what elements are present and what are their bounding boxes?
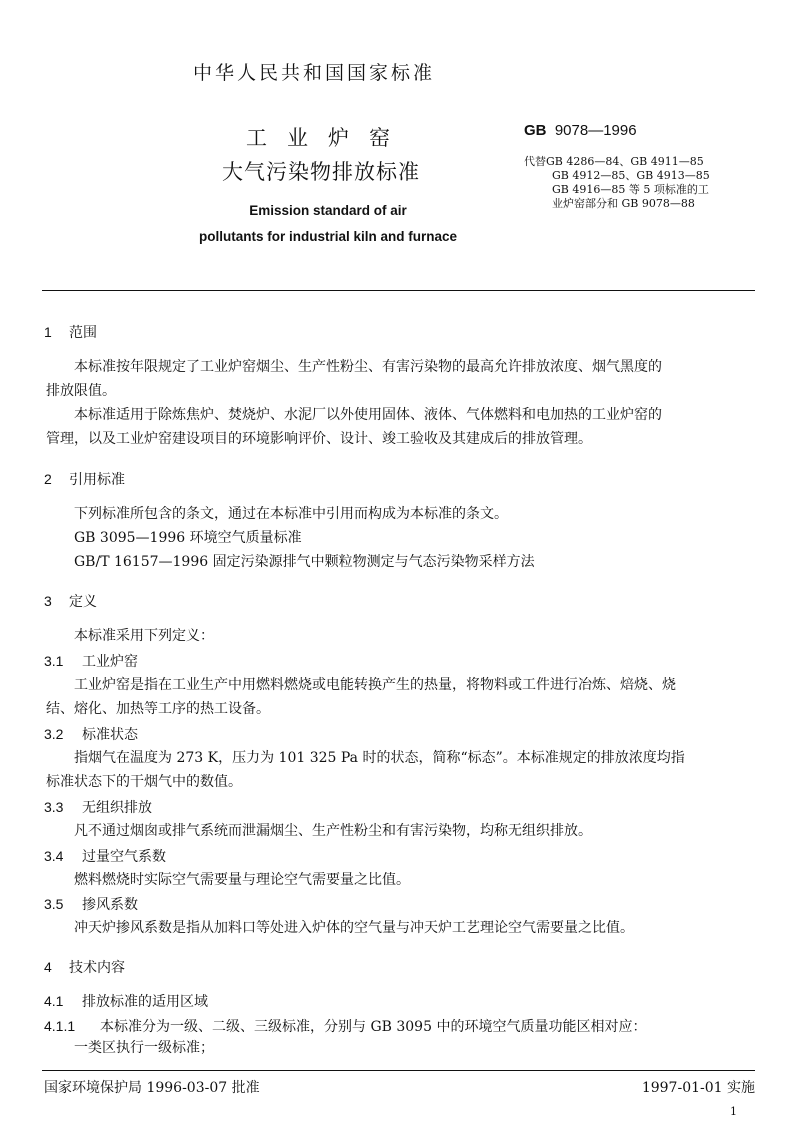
paragraph: 管理，以及工业炉窑建设项目的环境影响评价、设计、竣工验收及其建成后的排放管理。 <box>46 431 592 447</box>
section-title: 技术内容 <box>69 960 125 976</box>
section-4-heading <box>44 957 125 977</box>
paragraph: 下列标准所包含的条文，通过在本标准中引用而构成为本标准的条文。 <box>74 506 508 522</box>
english-title-line-1: Emission standard of air <box>249 203 407 218</box>
clause-number: 3.4 <box>44 848 64 864</box>
paragraph: 标准状态下的干烟气中的数值。 <box>46 774 242 790</box>
clause-title: 标准状态 <box>82 727 138 743</box>
section-number: 3 <box>44 593 52 609</box>
paragraph: 本标准按年限规定了工业炉窑烟尘、生产性粉尘、有害污染物的最高允许排放浓度、烟气黑度的 <box>74 359 662 375</box>
paragraph: 本标准适用于除炼焦炉、焚烧炉、水泥厂以外使用固体、液体、气体燃料和电加热的工业炉窑的 <box>74 407 662 423</box>
definition-heading <box>44 724 138 744</box>
section-number: 1 <box>44 324 52 340</box>
section-number: 4 <box>44 959 52 975</box>
standard-prefix: GB <box>524 122 547 139</box>
reference-standard: GB 3095—1996 环境空气质量标准 <box>74 530 302 546</box>
section-title: 引用标准 <box>69 472 125 488</box>
paragraph: 凡不通过烟囱或排气系统而泄漏烟尘、生产性粉尘和有害污染物，均称无组织排放。 <box>74 823 592 839</box>
clause-number: 3.2 <box>44 726 64 742</box>
page-number: 1 <box>730 1105 737 1118</box>
replaces-line-2: GB 4912—85、GB 4913—85 <box>552 169 710 182</box>
title-line-1: 工业炉窑 <box>246 126 410 150</box>
paragraph: 排放限值。 <box>46 383 116 399</box>
clause-number: 4.1 <box>44 993 64 1009</box>
paragraph: 本标准采用下列定义： <box>74 628 214 644</box>
clause-title: 掺风系数 <box>82 897 138 913</box>
definition-heading <box>44 797 152 817</box>
footer-divider <box>42 1070 755 1071</box>
replaces-line-4: 业炉窑部分和 GB 9078—88 <box>552 197 695 210</box>
clause-number: 3.3 <box>44 799 64 815</box>
title-line-2: 大气污染物排放标准 <box>222 160 420 184</box>
header-divider <box>42 290 755 291</box>
definition-heading <box>44 651 138 671</box>
clause-title: 过量空气系数 <box>82 849 166 865</box>
paragraph: 一类区执行一级标准； <box>74 1040 214 1056</box>
standard-number <box>524 122 637 139</box>
definition-heading <box>44 894 138 914</box>
paragraph: 燃料燃烧时实际空气需要量与理论空气需要量之比值。 <box>74 872 410 888</box>
replaces-line-3: GB 4916—85 等 5 项标准的工 <box>552 183 709 196</box>
clause-number: 3.1 <box>44 653 64 669</box>
section-2-heading <box>44 469 125 489</box>
section-3-heading <box>44 591 97 611</box>
clause-title: 无组织排放 <box>82 800 152 816</box>
clause-number: 3.5 <box>44 896 64 912</box>
paragraph: 冲天炉掺风系数是指从加料口等处进入炉体的空气量与冲天炉工艺理论空气需要量之比值。 <box>74 920 634 936</box>
approval-date: 国家环境保护局 1996-03-07 批准 <box>44 1080 260 1096</box>
clause-heading <box>44 1016 646 1036</box>
clause-number: 4.1.1 <box>44 1018 76 1034</box>
issuing-authority: 中华人民共和国国家标准 <box>193 62 436 84</box>
section-1-heading <box>44 322 97 342</box>
clause-text: 本标准分为一级、二级、三级标准，分别与 GB 3095 中的环境空气质量功能区相对应： <box>100 1019 647 1035</box>
definition-heading <box>44 846 166 866</box>
replaces-line-1: 代替GB 4286—84、GB 4911—85 <box>524 155 704 168</box>
english-title-line-2: pollutants for industrial kiln and furnace <box>198 229 458 244</box>
standard-code: 9078—1996 <box>554 122 637 139</box>
reference-standard: GB/T 16157—1996 固定污染源排气中颗粒物测定与气态污染物采样方法 <box>74 554 535 570</box>
paragraph: 工业炉窑是指在工业生产中用燃料燃烧或电能转换产生的热量，将物料或工件进行冶炼、焙烧、烧 <box>74 677 676 693</box>
clause-title: 排放标准的适用区域 <box>82 994 208 1010</box>
section-title: 定义 <box>69 594 97 610</box>
implementation-date: 1997-01-01 实施 <box>641 1080 755 1096</box>
paragraph: 指烟气在温度为 273 K，压力为 101 325 Pa 时的状态，简称“标态”。本标准规定的排放浓度均指 <box>74 750 685 766</box>
section-title: 范围 <box>69 325 97 341</box>
section-number: 2 <box>44 471 52 487</box>
clause-title: 工业炉窑 <box>82 654 138 670</box>
clause-heading <box>44 991 208 1011</box>
paragraph: 结、熔化、加热等工序的热工设备。 <box>46 701 270 717</box>
